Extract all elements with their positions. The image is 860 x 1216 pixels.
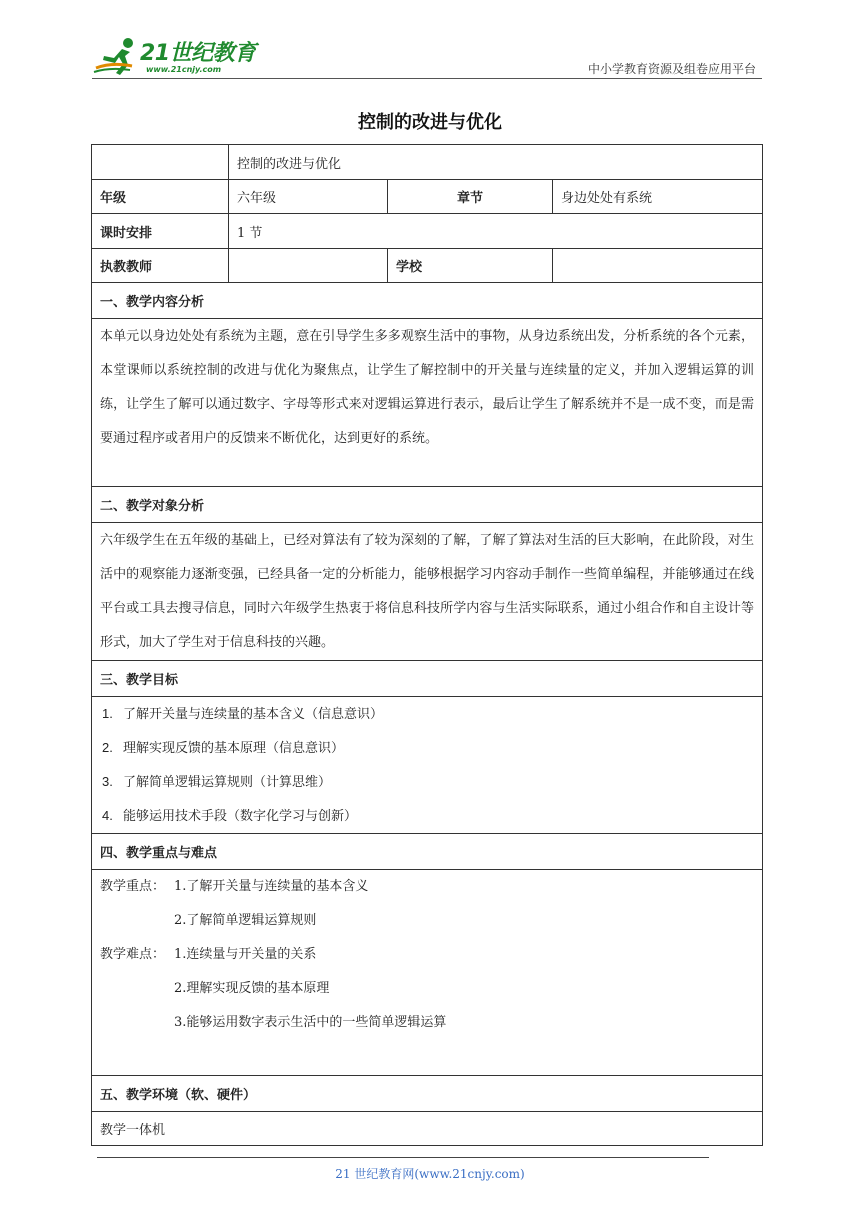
logo-text: 21世纪教育 bbox=[140, 41, 256, 66]
key-points-heading: 四、教学重点与难点 bbox=[92, 834, 763, 870]
list-item-text: 了解开关量与连续量的基本含义（信息意识） bbox=[123, 707, 384, 722]
platform-name: 中小学教育资源及组卷应用平台 bbox=[587, 62, 756, 76]
topic-row bbox=[92, 145, 763, 180]
teacher-label: 执教教师 bbox=[92, 249, 229, 283]
content-analysis-text: 本单元以身边处处有系统为主题，意在引导学生多多观察生活中的事物，从身边系统出发，分析系统的各个元素，本堂课师以系统控制的改进与优化为聚焦点，让学生了解控制中的开关量与连续量的定义，并加入逻辑运算的训练，让学生了解可以通过数字、字母等形式来对逻辑运算进行表示，最后让学生了解系统并不是一成不变，而是需要通过程序或者用户的反馈来不断优化，达到更好的系统。 bbox=[92, 319, 763, 487]
school-value bbox=[553, 249, 763, 283]
student-analysis-row bbox=[92, 523, 763, 661]
logo-url: www.21cnjy.com bbox=[146, 65, 222, 74]
list-item-number: 2. bbox=[102, 740, 113, 755]
difficult-point-text: 2.理解实现反馈的基本原理 bbox=[174, 981, 330, 996]
list-item-number: 3. bbox=[102, 774, 113, 789]
difficult-point-text: 1.连续量与开关量的关系 bbox=[174, 947, 317, 962]
list-item bbox=[92, 799, 762, 833]
list-item bbox=[92, 697, 762, 731]
lesson-plan-table bbox=[91, 144, 763, 1146]
chapter-label: 章节 bbox=[388, 180, 553, 214]
objectives-heading: 三、教学目标 bbox=[92, 661, 763, 697]
content-analysis-row bbox=[92, 319, 763, 487]
key-points-row bbox=[92, 870, 763, 1076]
grade-label: 年级 bbox=[92, 180, 229, 214]
school-label: 学校 bbox=[388, 249, 553, 283]
runner-logo-icon bbox=[92, 36, 144, 76]
key-point-item bbox=[92, 870, 762, 904]
list-item-text: 理解实现反馈的基本原理（信息意识） bbox=[123, 741, 345, 756]
student-analysis-heading-row bbox=[92, 487, 763, 523]
topic-value: 控制的改进与优化 bbox=[229, 145, 763, 180]
objectives-heading-row bbox=[92, 661, 763, 697]
objectives-list bbox=[92, 697, 763, 834]
page-header bbox=[92, 34, 762, 78]
list-item bbox=[92, 731, 762, 765]
list-item-number: 1. bbox=[102, 706, 113, 721]
grade-value: 六年级 bbox=[229, 180, 388, 214]
topic-label-cell bbox=[92, 145, 229, 180]
environment-text: 教学一体机 bbox=[92, 1112, 763, 1146]
list-item bbox=[92, 765, 762, 799]
student-analysis-heading: 二、教学对象分析 bbox=[92, 487, 763, 523]
environment-heading: 五、教学环境（软、硬件） bbox=[92, 1076, 763, 1112]
key-point-text: 2.了解简单逻辑运算规则 bbox=[174, 913, 317, 928]
footer-link[interactable]: 21 世纪教育网(www.21cnjy.com) bbox=[335, 1167, 525, 1181]
grade-row bbox=[92, 180, 763, 214]
key-point-text: 1.了解开关量与连续量的基本含义 bbox=[174, 879, 369, 894]
key-points-heading-row bbox=[92, 834, 763, 870]
difficult-point-item bbox=[92, 938, 762, 972]
chapter-value: 身边处处有系统 bbox=[553, 180, 763, 214]
content-analysis-heading-row bbox=[92, 283, 763, 319]
logo bbox=[92, 34, 262, 78]
difficult-point-item bbox=[92, 1006, 762, 1040]
environment-row bbox=[92, 1112, 763, 1146]
objectives-row bbox=[92, 697, 763, 834]
student-analysis-text: 六年级学生在五年级的基础上，已经对算法有了较为深刻的了解，了解了算法对生活的巨大影响，在此阶段，对生活中的观察能力逐渐变强，已经具备一定的分析能力，能够根据学习内容动手制作一些简单编程，并能够通过在线平台或工具去搜寻信息，同时六年级学生热衷于将信息科技所学内容与生活实际联系，通过小组合作和自主设计等形式，加大了学生对于信息科技的兴趣。 bbox=[92, 523, 763, 661]
difficult-point-text: 3.能够运用数字表示生活中的一些简单逻辑运算 bbox=[174, 1015, 447, 1030]
hours-row bbox=[92, 214, 763, 249]
teacher-row bbox=[92, 249, 763, 283]
list-item-number: 4. bbox=[102, 808, 113, 823]
environment-heading-row bbox=[92, 1076, 763, 1112]
difficult-points-label: 教学难点： bbox=[100, 947, 166, 962]
hours-value: 1 节 bbox=[229, 214, 763, 249]
key-points-list bbox=[92, 870, 763, 1076]
teacher-value bbox=[229, 249, 388, 283]
key-points-label: 教学重点： bbox=[100, 879, 166, 894]
hours-label: 课时安排 bbox=[92, 214, 229, 249]
list-item-text: 了解简单逻辑运算规则（计算思维） bbox=[123, 775, 332, 790]
page-title: 控制的改进与优化 bbox=[358, 112, 502, 133]
key-point-item bbox=[92, 904, 762, 938]
footer-divider bbox=[97, 1157, 709, 1158]
content-analysis-heading: 一、教学内容分析 bbox=[92, 283, 763, 319]
difficult-point-item bbox=[92, 972, 762, 1006]
list-item-text: 能够运用技术手段（数字化学习与创新） bbox=[123, 809, 358, 824]
header-divider bbox=[92, 78, 762, 79]
